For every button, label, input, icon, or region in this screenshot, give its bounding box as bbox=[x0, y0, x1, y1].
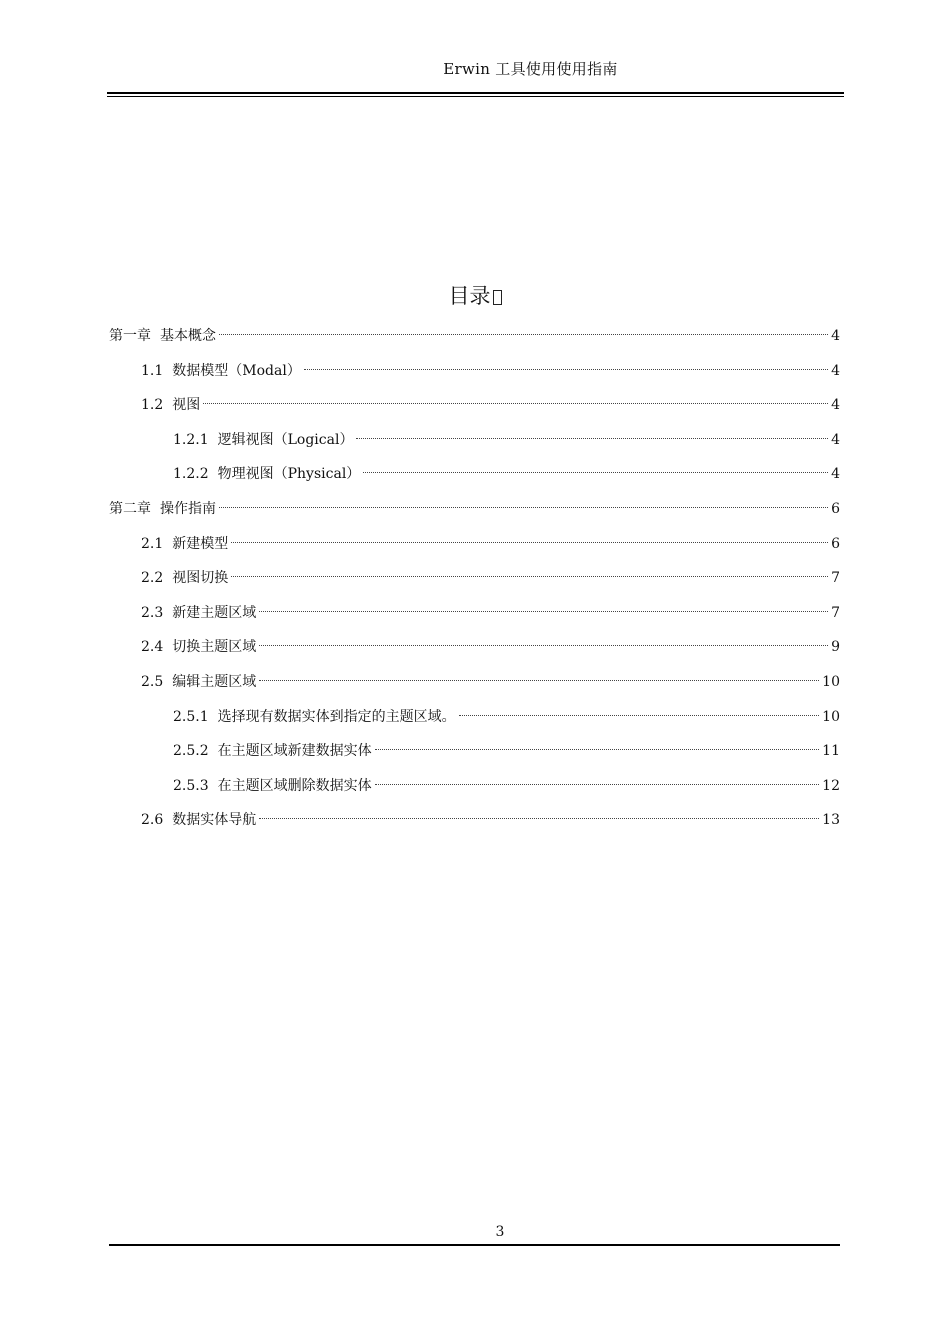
toc-entry-number: 2.5.1 bbox=[173, 708, 209, 725]
toc-entry-label: 在主题区域新建数据实体 bbox=[217, 743, 372, 760]
toc-entry-label: 视图切换 bbox=[172, 570, 229, 587]
table-of-contents bbox=[109, 324, 840, 843]
toc-entry-number: 1.2.1 bbox=[173, 431, 209, 448]
toc-entry-page: 4 bbox=[831, 397, 840, 414]
toc-entry-page: 6 bbox=[831, 535, 840, 552]
toc-entry[interactable] bbox=[109, 774, 840, 809]
toc-entry[interactable] bbox=[109, 635, 840, 670]
toc-entry-number: 2.5.3 bbox=[173, 777, 209, 794]
toc-entry-label: 数据模型（Modal） bbox=[172, 362, 301, 379]
toc-entry-number: 2.5.2 bbox=[173, 743, 209, 760]
toc-entry-page: 7 bbox=[831, 604, 840, 621]
toc-dot-leader bbox=[259, 680, 819, 681]
toc-dot-leader bbox=[304, 369, 828, 370]
toc-entry-label: 切换主题区域 bbox=[172, 639, 257, 656]
toc-entry-label: 新建模型 bbox=[172, 535, 229, 552]
toc-entry-page: 4 bbox=[831, 328, 840, 344]
toc-entry-number: 第一章 bbox=[109, 328, 151, 344]
header-title: Erwin 工具使用使用指南 bbox=[443, 60, 618, 78]
toc-dot-leader bbox=[375, 749, 820, 750]
toc-entry[interactable] bbox=[109, 324, 840, 359]
toc-dot-leader bbox=[259, 611, 828, 612]
toc-dot-leader bbox=[219, 507, 828, 508]
toc-dot-leader bbox=[259, 818, 819, 819]
toc-entry-label: 视图 bbox=[172, 397, 201, 414]
toc-entry-label: 在主题区域删除数据实体 bbox=[217, 777, 372, 794]
toc-dot-leader bbox=[356, 438, 828, 439]
toc-entry-label: 物理视图（Physical） bbox=[217, 466, 361, 483]
footer-page-number: 3 bbox=[495, 1224, 505, 1240]
toc-title-block bbox=[0, 280, 950, 310]
toc-entry[interactable] bbox=[109, 497, 840, 532]
toc-dot-leader bbox=[231, 576, 828, 577]
toc-entry-page: 6 bbox=[831, 500, 840, 517]
toc-entry[interactable] bbox=[109, 428, 840, 463]
toc-entry[interactable] bbox=[109, 808, 840, 843]
toc-entry[interactable] bbox=[109, 739, 840, 774]
footer-rule bbox=[109, 1244, 840, 1246]
toc-entry-number: 2.1 bbox=[141, 535, 164, 552]
toc-entry[interactable] bbox=[109, 532, 840, 567]
toc-dot-leader bbox=[231, 542, 828, 543]
toc-dot-leader bbox=[459, 715, 820, 716]
toc-title: 目录 bbox=[448, 284, 491, 308]
toc-entry-label: 基本概念 bbox=[160, 328, 216, 344]
toc-entry[interactable] bbox=[109, 393, 840, 428]
toc-entry-number: 2.2 bbox=[141, 570, 164, 587]
toc-entry[interactable] bbox=[109, 705, 840, 740]
toc-dot-leader bbox=[375, 784, 820, 785]
toc-entry-number: 1.2 bbox=[141, 397, 164, 414]
toc-entry-label: 新建主题区域 bbox=[172, 604, 257, 621]
toc-entry-page: 4 bbox=[831, 466, 840, 483]
toc-entry-number: 第二章 bbox=[109, 500, 151, 517]
toc-entry-page: 11 bbox=[822, 743, 840, 760]
toc-entry-page: 13 bbox=[822, 812, 840, 829]
toc-entry-label: 操作指南 bbox=[160, 500, 216, 517]
header-rule-thin bbox=[107, 96, 844, 97]
toc-entry-number: 2.6 bbox=[141, 812, 164, 829]
toc-entry-page: 4 bbox=[831, 362, 840, 379]
toc-entry[interactable] bbox=[109, 670, 840, 705]
toc-entry-number: 2.4 bbox=[141, 639, 164, 656]
toc-entry-page: 4 bbox=[831, 431, 840, 448]
toc-entry[interactable] bbox=[109, 566, 840, 601]
toc-entry-number: 2.5 bbox=[141, 673, 164, 690]
toc-dot-leader bbox=[259, 645, 828, 646]
toc-entry-page: 10 bbox=[822, 673, 840, 690]
toc-dot-leader bbox=[203, 403, 828, 404]
toc-entry-number: 1.2.2 bbox=[173, 466, 209, 483]
toc-dot-leader bbox=[363, 472, 828, 473]
toc-entry-label: 数据实体导航 bbox=[172, 812, 257, 829]
toc-dot-leader bbox=[219, 334, 828, 335]
toc-entry-page: 7 bbox=[831, 570, 840, 587]
header-rule-thick bbox=[107, 92, 844, 94]
toc-entry-page: 9 bbox=[831, 639, 840, 656]
toc-entry-number: 2.3 bbox=[141, 604, 164, 621]
missing-glyph-icon bbox=[493, 290, 502, 305]
page-header bbox=[107, 58, 844, 79]
toc-entry-label: 逻辑视图（Logical） bbox=[217, 431, 354, 448]
toc-entry-number: 1.1 bbox=[141, 362, 164, 379]
toc-entry[interactable] bbox=[109, 359, 840, 394]
toc-entry-page: 12 bbox=[822, 777, 840, 794]
toc-entry-label: 编辑主题区域 bbox=[172, 673, 257, 690]
toc-entry[interactable] bbox=[109, 601, 840, 636]
toc-entry-page: 10 bbox=[822, 708, 840, 725]
toc-entry-label: 选择现有数据实体到指定的主题区域。 bbox=[217, 708, 456, 725]
toc-entry[interactable] bbox=[109, 462, 840, 497]
